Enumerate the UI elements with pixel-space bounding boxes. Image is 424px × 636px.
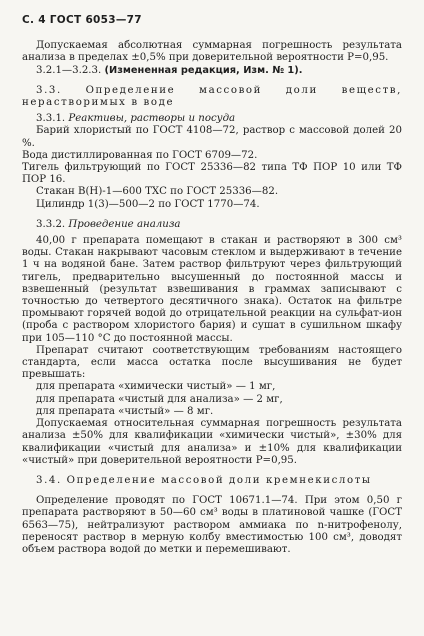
subsection-3-3-1-heading: Реактивы, растворы и посуда	[68, 113, 236, 125]
equipment-filter-crucible: Тигель фильтрующий по ГОСТ 25336—82 типа ТФ ПОР 10 или ТФ ПОР 16.	[22, 162, 402, 186]
subsection-3-3-1-number: 3.3.1.	[36, 113, 66, 125]
limit-pure: для препарата «чистый» — 8 мг.	[36, 405, 214, 417]
amendment-note	[22, 65, 402, 77]
compliance-criteria: Препарат считают соответствующим требованиям настоящего стандарта, если масса остатка после высушивания не будет превышать:	[22, 344, 402, 381]
analysis-procedure: 40,00 г препарата помещают в стакан и растворяют в 300 см³ воды. Стакан накрывают часовым стеклом и выдерживают в течение 1 ч на водяной бане. Затем раствор фильтруют через фильтрующий тигель, предварительно высушенный до постоянной массы и взвешенный (результат взвешивания в граммах записывают с точностью до четвертого десятичного знака). Остаток на фильтре промывают горячей водой до отрицательной реакции на сульфат-ион (проба с раствором хлористого бария) и сушат в сушильном шкафу при 105—110 °С до постоянной массы.	[22, 235, 402, 344]
amendment-clause-numbers: 3.2.1—3.2.3.	[36, 64, 102, 76]
subsection-3-3-2-number: 3.3.2.	[36, 218, 66, 230]
subsection-3-3-1-title	[22, 113, 402, 125]
limit-analytical-grade: для препарата «чистый для анализа» — 2 мг,	[36, 393, 283, 405]
amendment-text: (Измененная редакция, Изм. № 1).	[104, 64, 303, 76]
relative-error-paragraph: Допускаемая относительная суммарная погрешность результата анализа ±50% для квалификации «химически чистый», ±30% для квалификации «чистый для анализа» и ±10% для квалификации «чистый» при доверительной вероятности Р=0,95.	[22, 418, 402, 466]
subsection-3-3-2-title	[22, 219, 402, 231]
residue-limits-list	[22, 381, 402, 418]
page-header: С. 4 ГОСТ 6053—77	[22, 14, 142, 26]
section-3-3-title: 3.3. Определение массовой доли веществ, нерастворимых в воде	[22, 84, 402, 109]
subsection-3-3-2-heading: Проведение анализа	[68, 218, 181, 230]
reagent-water: Вода дистиллированная по ГОСТ 6709—72.	[22, 149, 258, 161]
paragraph-error-limit: Допускаемая абсолютная суммарная погрешность результата анализа в пределах ±0,5% при доверительной вероятности Р=0,95.	[22, 40, 402, 64]
limit-chemically-pure: для препарата «химически чистый» — 1 мг,	[36, 381, 276, 393]
equipment-beaker: Стакан В(Н)-1—600 ТХС по ГОСТ 25336—82.	[36, 186, 279, 198]
reagent-barium-chloride: Барий хлористый по ГОСТ 4108—72, раствор с массовой долей 20 %.	[22, 125, 402, 149]
section-3-4-title: 3.4. Определение массовой доли кремнекислоты	[36, 474, 372, 486]
silica-determination-procedure: Определение проводят по ГОСТ 10671.1—74. При этом 0,50 г препарата растворяют в 50—60 см³ воды в платиновой чашке (ГОСТ 6563—75), нейтрализуют раствором аммиака по n-нитрофенолу, переносят раствор в мерную колбу вместимостью 100 см³, доводят объем раствора водой до метки и перемешивают.	[22, 495, 402, 555]
equipment-cylinder: Цилиндр 1(3)—500—2 по ГОСТ 1770—74.	[36, 198, 260, 210]
